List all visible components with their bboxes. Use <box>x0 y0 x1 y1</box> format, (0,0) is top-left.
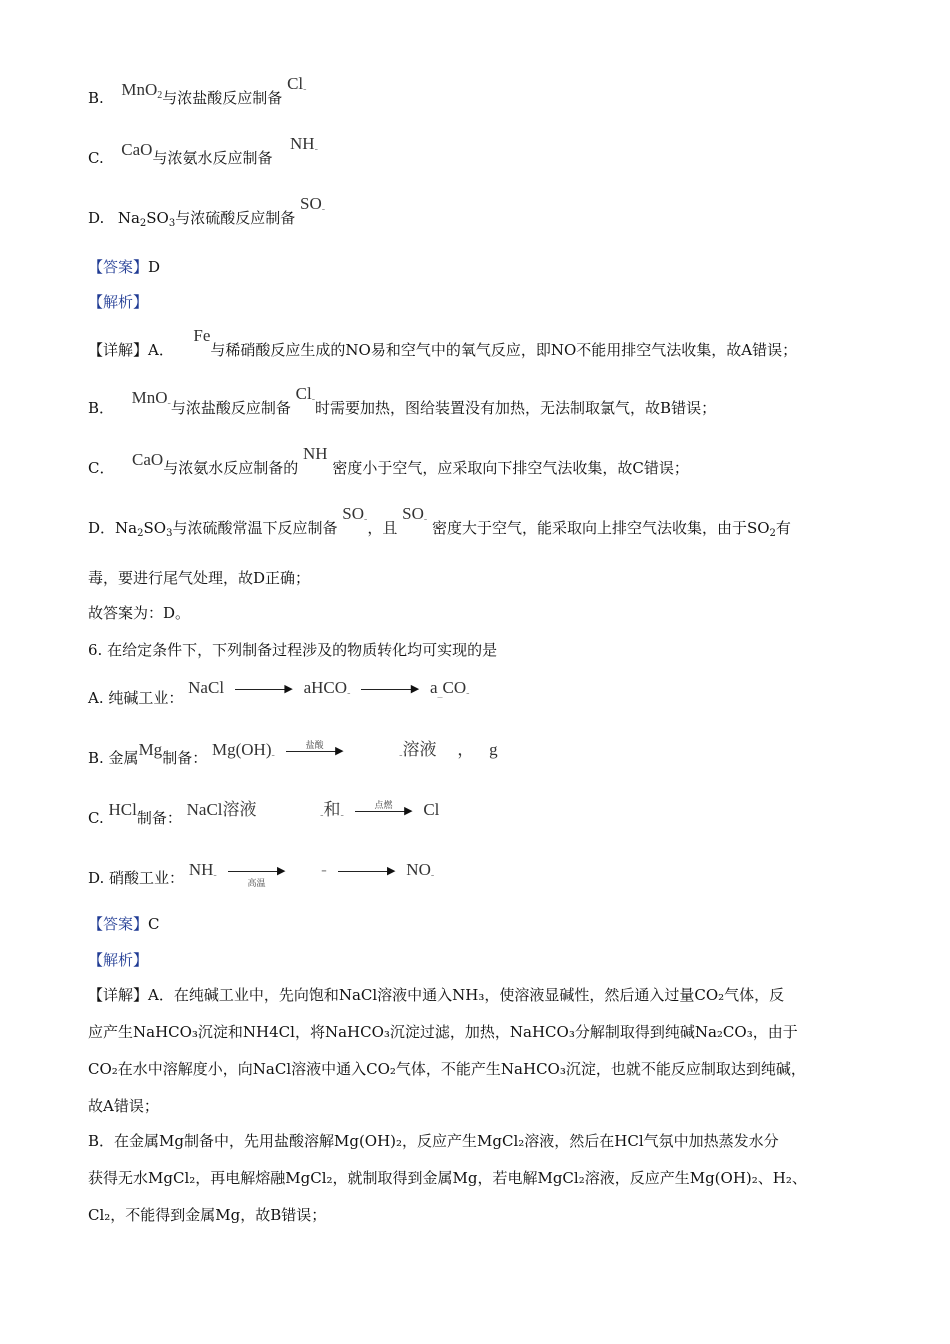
reaction-arrow: ▶ <box>361 682 419 696</box>
formula-nacl: NaCl <box>188 678 225 697</box>
reaction-arrow: 点燃 ▶ <box>355 804 413 818</box>
detail-label: B． <box>88 399 115 417</box>
formula-nh: $NH_-$ <box>290 134 318 155</box>
detail-text: 与稀硝酸反应生成的NO易和空气中的氧气反应，即NO不能用排空气法收集，故A错误； <box>210 341 798 359</box>
analysis-tag: 【解析】 <box>88 951 149 969</box>
option-text: 与浓氨水反应制备 <box>152 149 273 167</box>
solution-text: $_-$溶液 <box>399 740 437 761</box>
q6-option-a <box>88 678 470 714</box>
q5-option-b <box>88 74 307 114</box>
formula-cl: $Cl_-$ <box>295 384 316 405</box>
and-text: $_-$和$_-$ <box>320 800 344 821</box>
option-label: A. 纯碱工业： <box>88 689 184 707</box>
formula-na2so3: $Na_2SO_3$ <box>117 209 176 229</box>
formula-nh3: $NH_-$ <box>188 860 217 881</box>
option-label: 制备： <box>136 809 182 827</box>
formula-no2: $NO_-$ <box>406 860 435 881</box>
q6-analysis <box>88 950 148 970</box>
detail-text: 密度小于空气，应采取向下排空气法收集，故C错误； <box>332 459 689 477</box>
reaction-arrow: ▶ <box>338 864 396 878</box>
detail-text: 与浓硫酸常温下反应制备 <box>172 519 338 537</box>
option-text: 与浓盐酸反应制备 <box>162 89 283 107</box>
detail-text: 密度大于空气，能采取向上排空气法收集，由于SO <box>431 519 770 537</box>
formula-cao: CaO <box>121 140 153 159</box>
q6-option-d <box>88 860 435 894</box>
answer-value: D <box>148 258 161 276</box>
formula-na2co3: $a_{\_}CO_-$ <box>429 678 470 699</box>
option-label: 制备： <box>162 749 208 767</box>
q5-detail-d-cont: 毒，要进行尾气处理，故D正确； <box>88 569 311 587</box>
answer-value: C <box>148 915 160 933</box>
answer-tag: 【答案】 <box>88 915 149 933</box>
reaction-arrow: ▶ <box>235 682 293 696</box>
q6-detail-line: 获得无水MgCl₂，再电解熔融MgCl₂，就制取得到金属Mg，若电解MgCl₂溶液，反应产生Mg(OH)₂、H₂、 <box>88 1169 807 1187</box>
formula-nahco3: aHCO$_-$ <box>303 678 351 699</box>
analysis-tag: 【解析】 <box>88 293 149 311</box>
q5-detail-b <box>88 384 717 424</box>
q6-detail-line: B．在金属Mg制备中，先用盐酸溶解Mg(OH)₂，反应产生MgCl₂溶液，然后在HCl气氛中加热蒸发水分 <box>88 1132 779 1150</box>
q6-detail-line: 故A错误； <box>88 1097 159 1115</box>
q5-analysis <box>88 292 148 312</box>
q6-stem: 6. 在给定条件下，下列制备过程涉及的物质转化均可实现的是 <box>88 641 498 659</box>
option-label: B. 金属 <box>88 749 139 767</box>
formula-hcl: HCl <box>108 800 137 819</box>
q6-detail-line: Cl₂，不能得到金属Mg，故B错误； <box>88 1206 327 1224</box>
option-label: C. <box>88 149 104 167</box>
q6-answer <box>88 914 160 934</box>
formula-nacl-solution: NaCl溶液 <box>186 800 257 819</box>
formula-cao: CaO <box>132 450 164 469</box>
detail-label: C． <box>88 459 115 477</box>
detail-text: 与浓盐酸反应制备 <box>170 399 291 417</box>
option-label: C. <box>88 809 104 827</box>
formula-mg: Mg <box>138 740 163 759</box>
q5-detail-c <box>88 444 689 478</box>
option-text: 与浓硫酸反应制备 <box>175 209 296 227</box>
q6-option-c <box>88 800 440 834</box>
q5-conclusion: 故答案为：D。 <box>88 604 191 622</box>
q6-detail-line: CO₂在水中溶解度小，向NaCl溶液中通入CO₂气体，不能产生NaHCO₃沉淀，也就不能反应制取达到纯碱， <box>88 1060 806 1078</box>
formula-hcl-product: Cl <box>423 800 440 819</box>
option-label: D. <box>88 209 105 227</box>
option-label: B. <box>88 89 104 107</box>
q6-option-b <box>88 740 498 774</box>
q5-detail-d: D．$Na_2SO_3$与浓硫酸常温下反应制备 $SO_-$，且 $SO_-$ 密度大于空气，能采取向上排空气法收集，由于$SO_2$有 <box>88 504 791 539</box>
reaction-arrow: ▶ 高温 <box>228 864 286 878</box>
formula-so: $SO_-$ <box>300 194 326 215</box>
formula-mno2: MnO$_2$ <box>121 80 163 101</box>
formula-nh: NH <box>303 444 328 463</box>
detail-text: 时需要加热，图给装置没有加热，无法制取氯气，故B错误； <box>315 399 717 417</box>
formula-so: $SO_-$ <box>342 504 368 525</box>
q6-detail-line: 【详解】A．在纯碱工业中，先向饱和NaCl溶液中通入NH₃，使溶液显碱性，然后通入过量CO₂气体，反 <box>88 986 785 1004</box>
q5-answer <box>88 257 160 277</box>
q5-option-d <box>88 194 326 234</box>
formula-fe: Fe <box>193 326 211 345</box>
detail-text: 有 <box>775 519 791 537</box>
formula-mno: MnO$_-$ <box>131 388 171 409</box>
formula-so-2: $SO_-$ <box>402 504 428 525</box>
q5-option-c <box>88 134 318 174</box>
option-label: D. 硝酸工业： <box>88 869 185 887</box>
formula-cl: $Cl_-$ <box>287 74 307 95</box>
detail-label: D．Na <box>88 519 138 537</box>
formula-g: g <box>489 740 498 759</box>
formula-mgoh2: $Mg(OH)_-$ <box>211 740 275 761</box>
answer-tag: 【答案】 <box>88 258 149 276</box>
detail-text: ，且 <box>367 519 398 537</box>
q5-detail-a <box>88 326 798 360</box>
detail-tag: 【详解】A． <box>88 341 174 359</box>
q6-detail-line: 应产生NaHCO₃沉淀和NH4Cl，将NaHCO₃沉淀过滤，加热，NaHCO₃分解制取得到纯碱Na₂CO₃，由于 <box>88 1023 798 1041</box>
reaction-arrow: 盐酸 ▶ <box>286 744 344 758</box>
formula-no: - <box>321 860 327 879</box>
separator: ， <box>457 740 475 759</box>
detail-text: 与浓氨水反应制备的 <box>163 459 299 477</box>
